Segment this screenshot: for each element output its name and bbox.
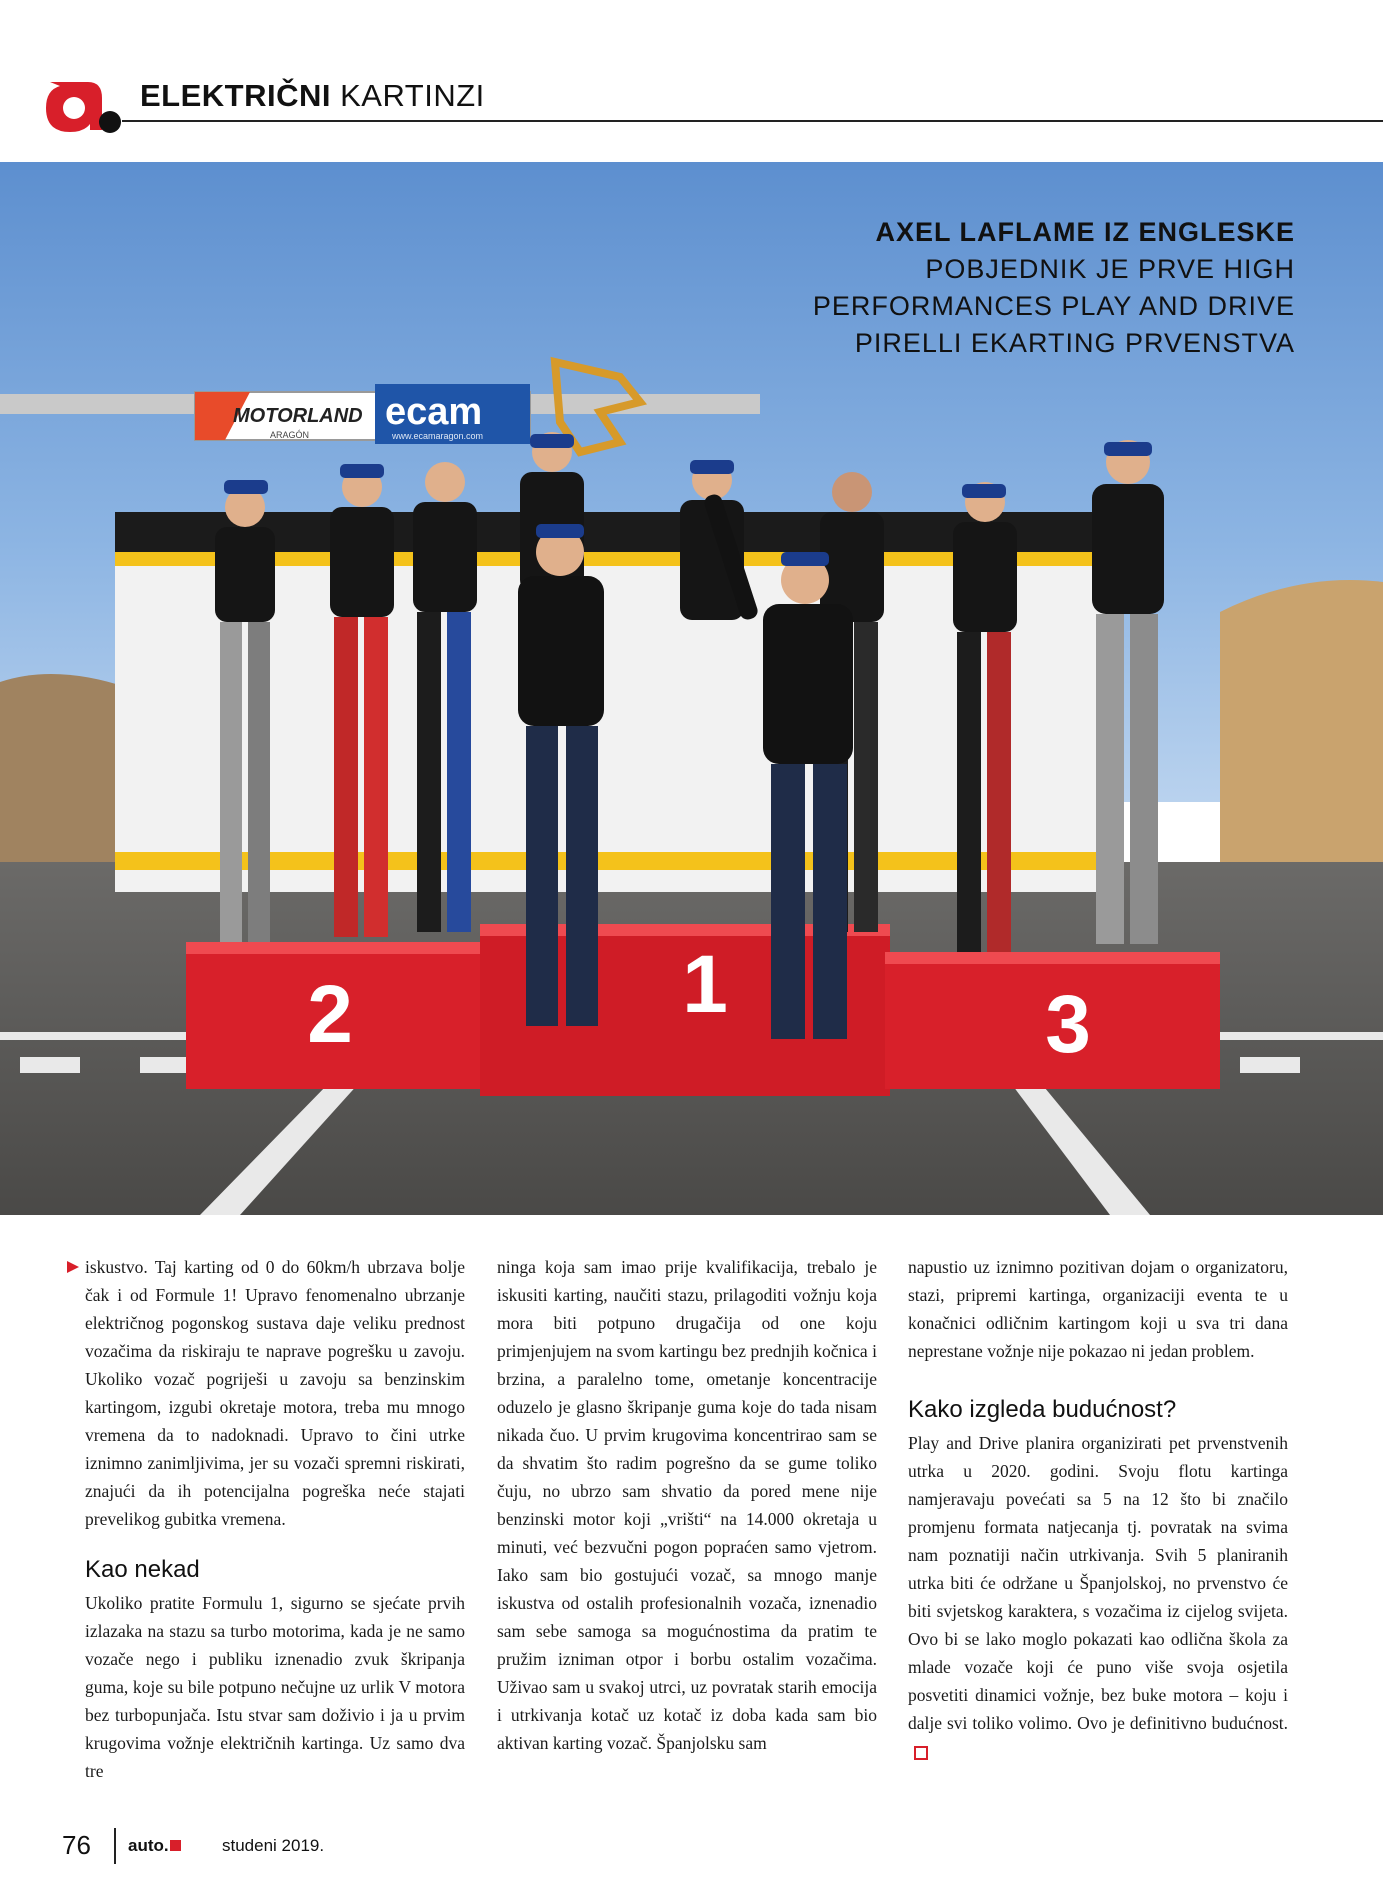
continuation-arrow-icon: [67, 1261, 79, 1273]
article-column-3: [908, 1253, 1288, 1765]
magazine-name: auto.: [128, 1836, 183, 1856]
article-paragraph: ninga koja sam imao prije kvalifikacija, trebalo je iskusiti karting, naučiti stazu, prilagoditi vožnju koja mora biti potpuno drugačija od one koju primjenjujem na svom kartingu bez prednjih kočnica i brzina, a paralelno tome, ometanje koncentracije oduzelo je glasno škripanje guma koje do tada nisam nikada čuo. U prvim krugovima koncentrirao sam se da shvatim što radim pogrešno da se gume toliko čuju, no ubrzo sam shvatio da pored mene nije benzinski motor koji „vrišti“ na 14.000 okretaja u minuti, već bezvučni pogon popraćen samo vjetrom. Iako sam bio gostujući vozač, sa mnogo manje iskustva od ostalih profesionalnih vozača, iznenadio sam sebe samoga sa mogućnostima da pratim te pružim izniman otpor i borbu ostalim vozačima. Uživao sam u svakoj utrci, uz povratak starih emocija i utrkivanja kotač uz kotač iz doba kada sam bio aktivan karting vozač. Španjolsku sam: [497, 1257, 877, 1753]
podium-photo: [0, 162, 1383, 1215]
article-paragraph-final: [908, 1429, 1288, 1765]
podium-first: 1: [682, 939, 728, 1030]
article-paragraph-text: Play and Drive planira organizirati pet prvenstvenih utrka u 2020. godini. Svoju flotu kartinga namjeravaju povećati sa 5 na 12 što bi značilo promjenu formata natjecanja tj. povratak na svima nam poznatiji način utrkivanja. Svih 5 planiranih utrka biti će održane u Španjolskoj, no prvenstvo će biti svjetskog karaktera, s vozačima iz cijelog svijeta. Ovo bi se lako moglo pokazati kao odlična škola za mlade vozače koji će puno više svoja osjetila posvetiti dinamici vožnje, bez buke motora – koju i dalje svi toliko volimo. Ovo je definitivno budućnost.: [908, 1433, 1288, 1733]
podium-second: 2: [307, 969, 353, 1060]
caption-headline: AXEL LAFLAME IZ ENGLESKE: [875, 217, 1295, 247]
page-header: [0, 0, 1383, 160]
subheading-kao-nekad: Kao nekad: [85, 1556, 200, 1583]
caption-line: PERFORMANCES PLAY AND DRIVE: [812, 291, 1295, 321]
page-number: 76: [62, 1830, 91, 1860]
section-title-rest: KARTINZI: [340, 78, 485, 113]
header-divider: [122, 120, 1383, 122]
article-paragraph: iskustvo. Taj karting od 0 do 60km/h ubrzava bolje čak i od Formule 1! Upravo fenomenalno ubrzanje električnog pogonskog sustava daje veliku prednost vozačima da riskiraju te naprave pogrešku u zavoju. Ukoliko vozač pogriješi u zavoju sa benzinskim kartingom, izgubi okretaje motora, treba mu mnogo vremena da to nadoknadi. Upravo to čini utrke iznimno zanimljivima, jer su vozači spremni riskirati, znajući da ih potencijalna pogreška neće stajati prevelikog gubitka vremena.: [85, 1257, 465, 1529]
caption-line: POBJEDNIK JE PRVE HIGH: [925, 254, 1295, 284]
podium-third: 3: [1045, 979, 1091, 1070]
section-title-bold: ELEKTRIČNI: [140, 78, 331, 113]
end-of-article-icon: [914, 1746, 928, 1760]
footer-divider: [114, 1828, 116, 1864]
svg-text:ARAGÓN: ARAGÓN: [270, 430, 310, 440]
caption-line: PIRELLI EKARTING PRVENSTVA: [854, 328, 1295, 358]
banner-motorland-text: MOTORLAND: [233, 405, 363, 427]
section-title: [140, 78, 485, 114]
subheading-buducnost: Kako izgleda budućnost?: [908, 1396, 1177, 1423]
article-column-1: [85, 1253, 465, 1785]
article-paragraph: napustio uz iznimno pozitivan dojam o organizatoru, stazi, pripremi kartinga, organizaciji eventa te u konačnici odličnim kartingom koji u sva tri dana neprestane vožnje nije pokazao ni jedan problem.: [908, 1257, 1288, 1361]
svg-text:ecam: ecam: [385, 391, 483, 433]
article-paragraph: Ukoliko pratite Formulu 1, sigurno se sjećate prvih izlazaka na stazu sa turbo motorima, kada je ne samo vozače nego i publiku iznenadio zvuk škripanja guma, koje su bile potpuno nečujne uz urlik V motora bez turbopunjača. Istu stvar sam doživio i ja u prvim krugovima vožnje električnih kartinga. Uz samo dva tre: [85, 1593, 465, 1781]
photo-caption: [813, 214, 1295, 362]
magazine-logo-icon: [40, 76, 122, 136]
issue-date: studeni 2019.: [222, 1836, 325, 1855]
magazine-square-icon: [170, 1840, 181, 1851]
svg-text:www.ecamaragon.com: www.ecamaragon.com: [392, 431, 484, 441]
article-column-2: [497, 1253, 877, 1757]
